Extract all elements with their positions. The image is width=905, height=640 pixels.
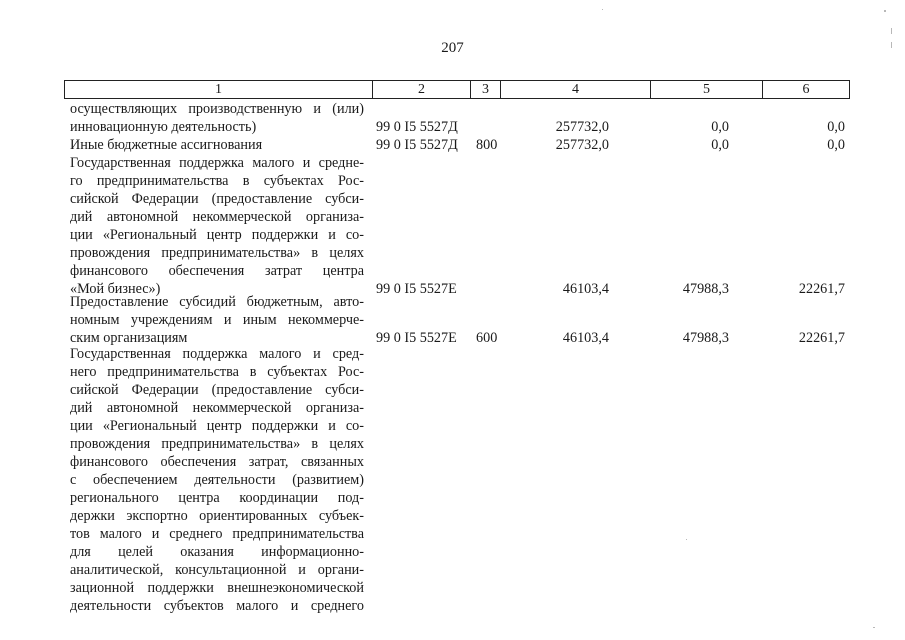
row-code: 99 0 I5 5527Д [376,119,458,135]
row-code: 99 0 I5 5527Д [376,137,458,153]
row-description-line: сийской Федерации (предоставление субси- [70,382,364,398]
row-description-line: Государственная поддержка малого и средне- [70,155,364,171]
page-number: 207 [441,40,464,56]
row-description-line: дий автономной некоммерческой организа- [70,400,364,416]
row-description-line: сийской Федерации (предоставление субси- [70,191,364,207]
row-description-line: осуществляющих производственную и (или) [70,101,364,117]
row-value-5: 0,0 [711,119,729,135]
column-header-4: 4 [501,81,651,98]
row-value-4: 46103,4 [562,330,609,346]
row-description-line: дий автономной некоммерческой организа- [70,209,364,225]
row-value-5: 47988,3 [682,330,729,346]
row-value-5: 47988,3 [682,281,729,297]
row-description-line: регионального центра координации под- [70,490,364,506]
row-description-line: провождения предпринимательства» в целях [70,245,364,261]
row-description-line: тов малого и среднего предпринимательства [70,526,364,542]
scan-speck [884,10,886,12]
row-description-line: зационной поддержки внешнеэкономической [70,580,364,596]
row-description-line: номным учреждениям и иным некоммерче- [70,312,364,328]
row-description-line: инновационную деятельность) [70,119,257,135]
column-header-2: 2 [373,81,471,98]
row-code: 99 0 I5 5527Е [376,281,457,297]
column-header-6: 6 [802,82,810,97]
scan-speck [686,539,687,540]
row-value-4: 257732,0 [555,137,609,153]
column-header-3: 3 [471,81,501,98]
row-description-line: ским организациям [70,330,188,346]
row-value-5: 0,0 [711,137,729,153]
row-description-line: него предпринимательства в субъектах Рос- [70,364,364,380]
row-description-line: финансового обеспечения затрат, связанных [70,454,364,470]
row-description-line: аналитической, консультационной и органи- [70,562,364,578]
row-value-4: 257732,0 [555,119,609,135]
row-value-6: 22261,7 [798,281,845,297]
row-description-line: «Мой бизнес») [70,281,161,297]
row-description-line: ции «Региональный центр поддержки и со- [70,418,364,434]
scan-speck [891,42,892,48]
row-value-6: 0,0 [827,119,845,135]
row-description-line: ции «Региональный центр поддержки и со- [70,227,364,243]
scan-speck [891,28,892,34]
row-description-line: держки экспортно ориентированных субъек- [70,508,364,524]
row-description-line: Иные бюджетные ассигнования [70,137,263,153]
row-description-line: деятельности субъектов малого и среднего [70,598,364,614]
row-description-line: Предоставление субсидий бюджетным, авто- [70,294,364,310]
column-header-5: 5 [651,81,763,98]
scan-speck [602,9,603,10]
row-value-6: 22261,7 [798,330,845,346]
row-description-line: го предпринимательства в субъектах Рос- [70,173,364,189]
table-header [64,80,850,99]
column-header-1: 1 [65,81,373,98]
row-code: 99 0 I5 5527Е [376,330,457,346]
row-description-line: для целей оказания информационно- [70,544,364,560]
row-expense-type: 800 [476,137,498,153]
row-value-4: 46103,4 [562,281,609,297]
row-description-line: провождения предпринимательства» в целях [70,436,364,452]
row-value-6: 0,0 [827,137,845,153]
row-description-line: Государственная поддержка малого и сред- [70,346,364,362]
scan-speck [873,627,875,628]
row-description-line: с обеспечением деятельности (развитием) [70,472,364,488]
row-expense-type: 600 [476,330,498,346]
row-description-line: финансового обеспечения затрат центра [70,263,364,279]
